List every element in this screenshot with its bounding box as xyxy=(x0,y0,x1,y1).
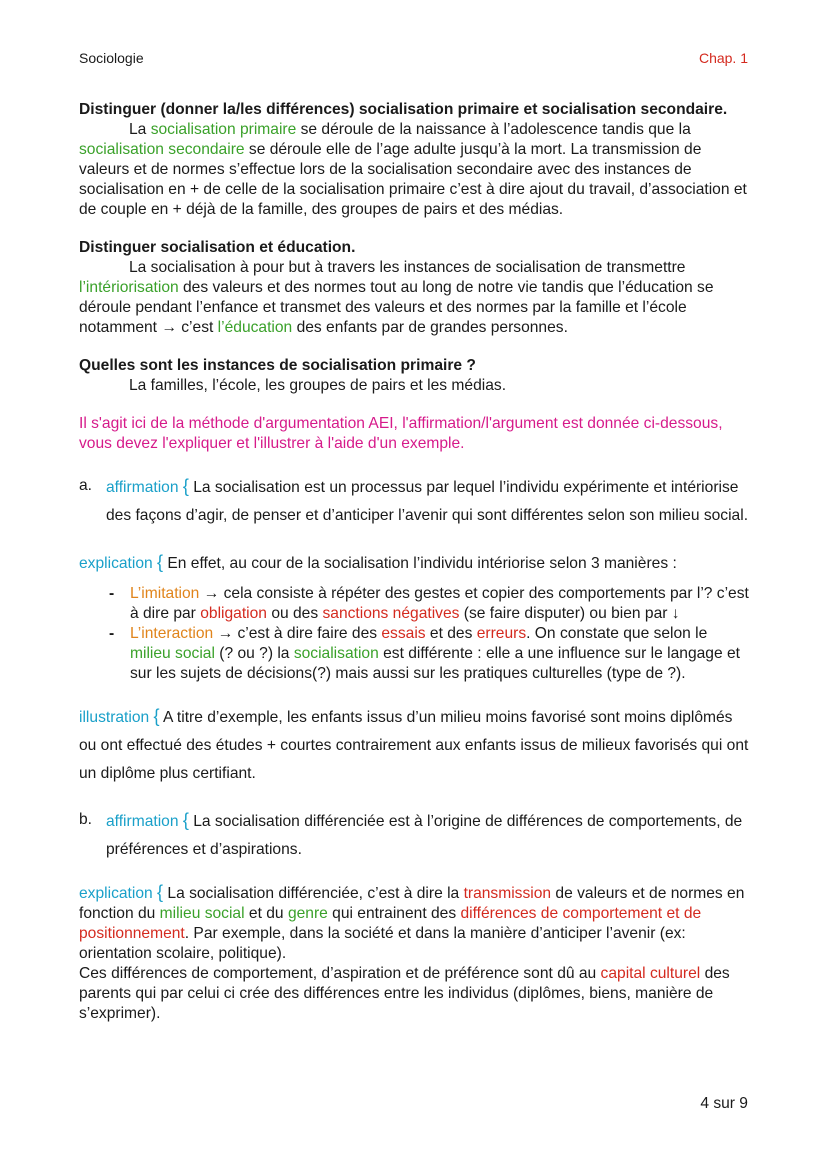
a-illustration: illustration { A titre d’exemple, les enfants issus d’un milieu moins favorisé sont moins diplômés ou ont effectué des études + courtes contrairement aux enfants issus de milieux favorisés qui ont un diplôme plus certifiant. xyxy=(79,706,749,782)
item-letter: b. xyxy=(79,811,93,828)
explication-list xyxy=(79,584,751,684)
brace-icon: { xyxy=(157,882,164,902)
brace-icon: { xyxy=(182,476,189,496)
label-affirmation: affirmation xyxy=(106,479,179,496)
b-affirmation: b. affirmation { La socialisation différenciée est à l’origine de différences de comportements, de préférences et d’aspirations. xyxy=(79,806,751,864)
a-affirmation: a. affirmation { La socialisation est un processus par lequel l’individu expérimente et intériorise des façons d’agir, de penser et d’anticiper l’avenir qui sont différentes selon son milieu social. xyxy=(79,472,751,530)
b-explication: explication { La socialisation différenciée, c’est à dire la transmission de valeurs et de normes en fonction du milieu social et du genre qui entrainent des différences de comportement et de positionnement. Par exemple, dans la société et dans la manière d’anticiper l’avenir (ex: orientation scolaire, politique). xyxy=(79,882,745,962)
label-explication: explication xyxy=(79,885,153,902)
highlight-term: socialisation primaire xyxy=(150,121,297,138)
brace-icon: { xyxy=(153,706,160,726)
a-explication: explication { En effet, au cour de la socialisation l’individu intériorise selon 3 manières : xyxy=(79,552,677,572)
header-chapter: Chap. 1 xyxy=(698,50,748,66)
list-item: - L’interaction → c’est à dire faire des essais et des erreurs. On constate que selon le milieu social (? ou ?) la socialisation est différente : elle a une influence sur le langage et sur les sujets de décisions(?) mais aussi sur les pratiques culturelles (type de ?). xyxy=(109,624,751,684)
header-subject: Sociologie xyxy=(79,50,144,66)
instructions: Il s'agit ici de la méthode d'argumentation AEI, l'affirmation/l'argument est donnée ci-dessous, vous devez l'expliquer et l'illustrer à l'aide d'un exemple. xyxy=(79,415,723,452)
page-content xyxy=(79,100,751,1024)
highlight-term: socialisation secondaire xyxy=(79,141,245,158)
brace-icon: { xyxy=(157,552,164,572)
page-number: 4 sur 9 xyxy=(700,1095,748,1112)
q1-title: Distinguer (donner la/les différences) socialisation primaire et socialisation secondaire. xyxy=(79,101,728,118)
q1-answer: La socialisation primaire se déroule de la naissance à l’adolescence tandis que la socialisation secondaire se déroule elle de l’age adulte jusqu’à la mort. La transmission de valeurs et de normes s’effectue lors de la socialisation secondaire avec des instances de socialisation en + de celle de la socialisation primaire c’est à dire ajout du travail, d’association et de couple en + déjà de la famille, des groupes de pairs et des médias. xyxy=(79,121,747,218)
label-affirmation: affirmation xyxy=(106,813,179,830)
q3-answer: La familles, l’école, les groupes de pairs et les médias. xyxy=(129,377,507,394)
brace-icon: { xyxy=(182,810,189,830)
label-illustration: illustration xyxy=(79,709,150,726)
highlight-term: l’éducation xyxy=(217,319,293,336)
q3-title: Quelles sont les instances de socialisation primaire ? xyxy=(79,357,476,374)
highlight-term: l’intériorisation xyxy=(79,279,179,296)
label-explication: explication xyxy=(79,555,153,572)
q2-title: Distinguer socialisation et éducation. xyxy=(79,239,356,256)
q2-answer: La socialisation à pour but à travers les instances de socialisation de transmettre l’intériorisation des valeurs et des normes tout au long de notre vie tandis que l’éducation se déroule pendant l’enfance et transmet des valeurs et des normes par la famille et l’école notamment → c’est l’éducation des enfants par de grandes personnes. xyxy=(79,259,714,336)
list-item: - L’imitation → cela consiste à répéter des gestes et copier des comportements par l’? c’est à dire par obligation ou des sanctions négatives (se faire disputer) ou bien par ↓ xyxy=(109,584,751,624)
item-letter: a. xyxy=(79,477,93,494)
b-conclusion: Ces différences de comportement, d’aspiration et de préférence sont dû au capital culturel des parents qui par celui ci crée des différences entre les individus (diplômes, biens, manière de s’exprimer). xyxy=(79,965,730,1022)
